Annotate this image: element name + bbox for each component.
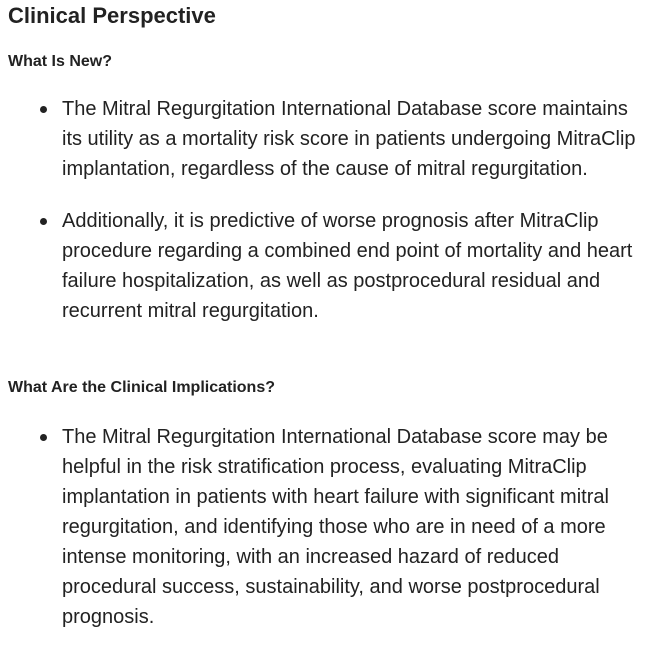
bullet-icon [40, 106, 47, 113]
page-title: Clinical Perspective [8, 3, 216, 28]
bullet-icon [40, 434, 47, 441]
list-item [0, 422, 656, 632]
section-heading-clinical-implications: What Are the Clinical Implications? [8, 379, 275, 396]
section-heading-what-is-new: What Is New? [8, 53, 113, 70]
list-item [0, 206, 656, 326]
bullet-icon [40, 218, 47, 225]
list-item-text: Additionally, it is predictive of worse prognosis after MitraClip procedure regarding a combined end point of mortality and heart failure hospitalization, as well as postprocedural residual and recurrent mitral regurgitation. [62, 210, 633, 322]
list-item-text: The Mitral Regurgitation International Database score maintains its utility as a mortality risk score in patients undergoing MitraClip implantation, regardless of the cause of mitral regurgitation. [62, 98, 636, 180]
what-is-new-list [0, 94, 656, 326]
clinical-implications-list [0, 422, 656, 632]
list-item [0, 94, 656, 184]
list-item-text: The Mitral Regurgitation International Database score may be helpful in the risk stratification process, evaluating MitraClip implantation in patients with heart failure with significant mitral regurgitation, and identifying those who are in need of a more intense monitoring, with an increased hazard of reduced procedural success, sustainability, and worse postprocedural prognosis. [62, 426, 609, 628]
